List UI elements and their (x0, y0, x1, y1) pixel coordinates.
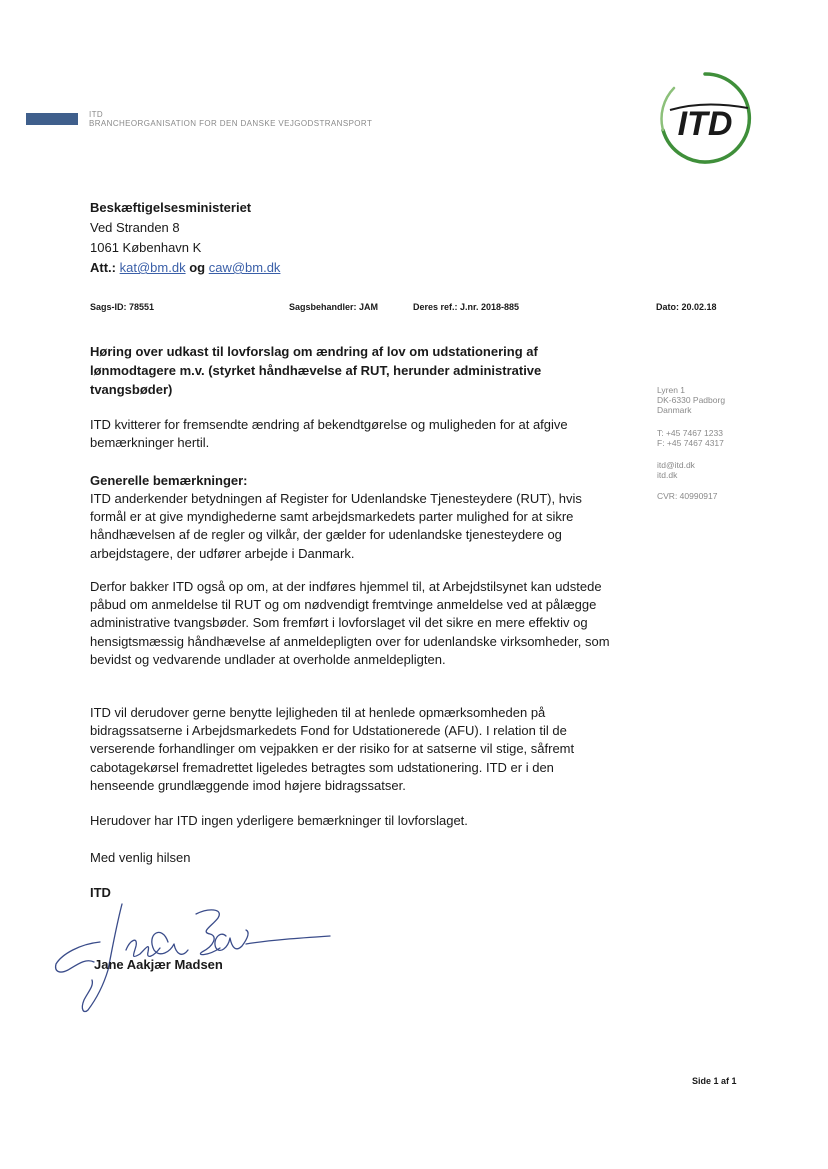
recipient-street: Ved Stranden 8 (90, 220, 180, 235)
paragraph-4: Herudover har ITD ingen yderligere bemærkninger til lovforslaget. (90, 813, 468, 828)
intro-paragraph: ITD kvitterer for fremsendte ændring af bekendtgørelse og muligheden for at afgive bemærkninger hertil. (90, 417, 568, 451)
sender-street: Lyren 1 (657, 385, 686, 395)
signing-org: ITD (90, 885, 111, 900)
email-link-kat[interactable]: kat@bm.dk (119, 260, 186, 275)
att-label: Att.: (90, 260, 116, 275)
header-color-bar (26, 113, 78, 125)
paragraph-2: Derfor bakker ITD også op om, at der indføres hjemmel til, at Arbejdstilsynet kan udstede påbud om anmeldelse til RUT og om nødvendigt fremtvinge anmeldelse ved at pålægge administrative tvangsbøder. Som fremført i lovforslaget vil det sikre en mere effektiv og hensigtsmæssig håndhævelse af anmeldepligten over for udenlandske virksomheder, som bevidst og vedvarende undlader at overholde anmeldepligten. (90, 579, 610, 667)
org-full-name: BRANCHEORGANISATION FOR DEN DANSKE VEJGODSTRANSPORT (89, 119, 373, 128)
sender-fax: F: +45 7467 4317 (657, 438, 724, 448)
sender-phones (657, 428, 724, 448)
closing-greeting: Med venlig hilsen (90, 850, 191, 865)
sender-cvr: CVR: 40990917 (657, 491, 718, 501)
sender-country: Danmark (657, 405, 692, 415)
sender-online (657, 460, 695, 480)
org-short-name: ITD (89, 110, 104, 119)
logo-text: ITD (677, 105, 733, 143)
case-id: Sags-ID: 78551 (90, 302, 155, 312)
sender-address (657, 385, 725, 415)
paragraph-3: ITD vil derudover gerne benytte lejligheden til at henlede opmærksomheden på bidragssatserne i Arbejdsmarkedets Fond for Udstationerede (AFU). I relation til de verserende forhandlinger om vejpakken er der risiko for at satserne vil stige, såfremt cabotagekørsel fremadrettet ligeledes betragtes som udstationering. ITD er i den henseende grundlæggende imod højere bidragssatser. (90, 705, 575, 793)
page-number: Side 1 af 1 (692, 1076, 737, 1086)
recipient-name: Beskæftigelsesministeriet (90, 200, 252, 215)
itd-logo-icon (654, 70, 756, 166)
att-conjunction: og (189, 260, 206, 275)
signatory-name: Jane Aakjær Madsen (94, 957, 223, 972)
sender-phone: T: +45 7467 1233 (657, 428, 723, 438)
email-link-caw[interactable]: caw@bm.dk (208, 260, 281, 275)
case-handler: Sagsbehandler: JAM (289, 302, 379, 312)
section-heading: Generelle bemærkninger: (90, 473, 248, 488)
recipient-city: 1061 København K (90, 240, 202, 255)
their-reference: Deres ref.: J.nr. 2018-885 (413, 302, 520, 312)
letter-subject: Høring over udkast til lovforslag om ændring af lov om udstationering af lønmodtagere m.v. (styrket håndhævelse af RUT, herunder administrative tvangsbøder) (90, 344, 542, 397)
paragraph-1: ITD anderkender betydningen af Register for Udenlandske Tjenesteydere (RUT), hvis formål er at give myndighederne samt arbejdsmarkedets parter mulighed for at sikre håndhævelsen af de regler og vilkår, der gælder for udenlandske tjenesteydere og arbejdstagere, der udfører arbejde i Danmark. (90, 491, 582, 561)
recipient-block (90, 198, 280, 278)
sender-web[interactable]: itd.dk (657, 470, 678, 480)
recipient-att (90, 258, 280, 278)
sender-email[interactable]: itd@itd.dk (657, 460, 695, 470)
sender-postal: DK-6330 Padborg (657, 395, 726, 405)
letter-date: Dato: 20.02.18 (656, 302, 717, 312)
